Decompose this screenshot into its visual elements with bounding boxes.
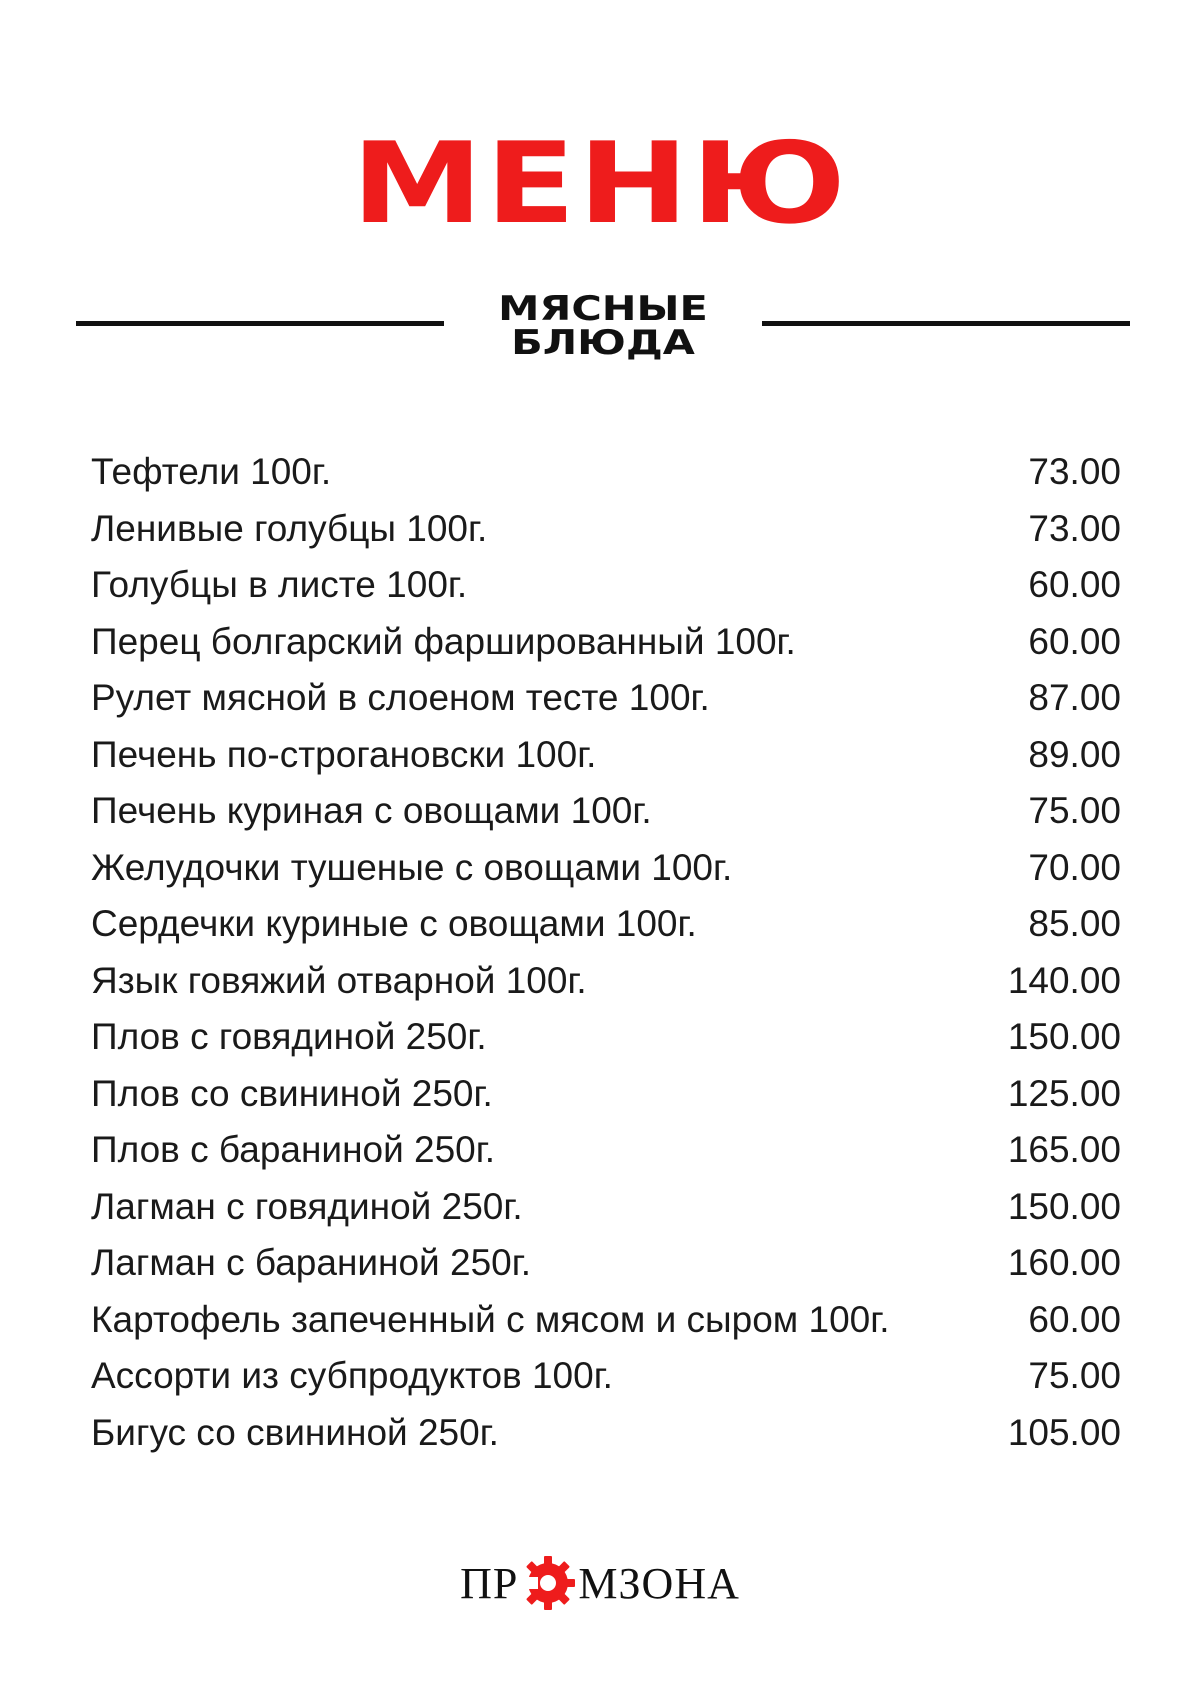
brand-text-end: МЗОНА <box>578 1558 740 1608</box>
brand-logo <box>0 1555 1200 1611</box>
menu-item-price: 60.00 <box>1028 620 1121 662</box>
menu-item <box>91 896 1121 953</box>
menu-item-price: 75.00 <box>1028 1355 1121 1396</box>
menu-item-name: Ленивые голубцы 100г. <box>91 507 488 549</box>
menu-item-name: Плов с бараниной 250г. <box>91 1129 496 1170</box>
menu-item-name: Лагман с говядиной 250г. <box>91 1185 523 1227</box>
menu-item-name: Перец болгарский фаршированный 100г. <box>91 620 796 662</box>
menu-item-price: 70.00 <box>1028 846 1121 888</box>
menu-item-name: Голубцы в листе 100г. <box>91 564 468 605</box>
menu-item <box>91 670 1121 727</box>
menu-item-name: Язык говяжий отварной 100г. <box>91 959 587 1001</box>
section-title-line-1: МЯСНЫЕ <box>498 289 708 329</box>
menu-item-price: 60.00 <box>1028 564 1121 605</box>
menu-item <box>91 1009 1121 1066</box>
menu-item <box>91 1066 1121 1123</box>
menu-item <box>91 614 1121 671</box>
menu-item-price: 89.00 <box>1028 733 1121 775</box>
menu-item-price: 105.00 <box>1007 1411 1121 1453</box>
menu-item-price: 160.00 <box>1007 1242 1121 1283</box>
menu-item <box>91 1122 1121 1179</box>
menu-item-price: 75.00 <box>1028 790 1121 831</box>
menu-item-name: Рулет мясной в слоеном тесте 100г. <box>91 677 710 718</box>
menu-item <box>91 501 1121 558</box>
menu-item-name: Бигус со свининой 250г. <box>91 1411 499 1453</box>
menu-item-price: 150.00 <box>1007 1016 1121 1057</box>
divider-left <box>76 321 444 326</box>
menu-item-price: 150.00 <box>1007 1185 1121 1227</box>
brand-text-start: ПР <box>460 1558 519 1608</box>
menu-item-price: 125.00 <box>1007 1072 1121 1114</box>
menu-item-price: 73.00 <box>1028 451 1121 492</box>
menu-item <box>91 840 1121 897</box>
divider-right <box>762 321 1130 326</box>
menu-item <box>91 1348 1121 1405</box>
menu-item-name: Печень по-строгановски 100г. <box>91 733 597 775</box>
menu-item-name: Тефтели 100г. <box>91 451 332 492</box>
menu-list <box>91 444 1121 1461</box>
page-title: МЕНЮ <box>351 119 849 249</box>
menu-item-price: 140.00 <box>1007 959 1121 1001</box>
menu-item <box>91 1292 1121 1349</box>
menu-item-price: 73.00 <box>1028 507 1121 549</box>
menu-item <box>91 727 1121 784</box>
menu-item <box>91 444 1121 501</box>
menu-item-name: Картофель запеченный с мясом и сыром 100г. <box>91 1298 890 1340</box>
menu-item-price: 60.00 <box>1028 1298 1121 1340</box>
gear-icon <box>520 1555 576 1611</box>
menu-item-price: 85.00 <box>1028 903 1121 944</box>
menu-item-name: Желудочки тушеные с овощами 100г. <box>91 846 733 888</box>
section-title <box>409 289 797 363</box>
menu-item <box>91 1405 1121 1462</box>
menu-item <box>91 1235 1121 1292</box>
menu-item-name: Сердечки куриные с овощами 100г. <box>91 903 697 944</box>
menu-item-price: 165.00 <box>1007 1129 1121 1170</box>
menu-item-price: 87.00 <box>1028 677 1121 718</box>
menu-item-name: Печень куриная с овощами 100г. <box>91 790 652 831</box>
section-header <box>76 288 1130 368</box>
menu-item-name: Ассорти из субпродуктов 100г. <box>91 1355 613 1396</box>
menu-item <box>91 1179 1121 1236</box>
menu-item-name: Плов со свининой 250г. <box>91 1072 493 1114</box>
menu-item-name: Лагман с бараниной 250г. <box>91 1242 531 1283</box>
menu-item <box>91 953 1121 1010</box>
menu-item-name: Плов с говядиной 250г. <box>91 1016 487 1057</box>
menu-item <box>91 783 1121 840</box>
section-title-line-2: БЛЮДА <box>511 323 695 363</box>
menu-item <box>91 557 1121 614</box>
